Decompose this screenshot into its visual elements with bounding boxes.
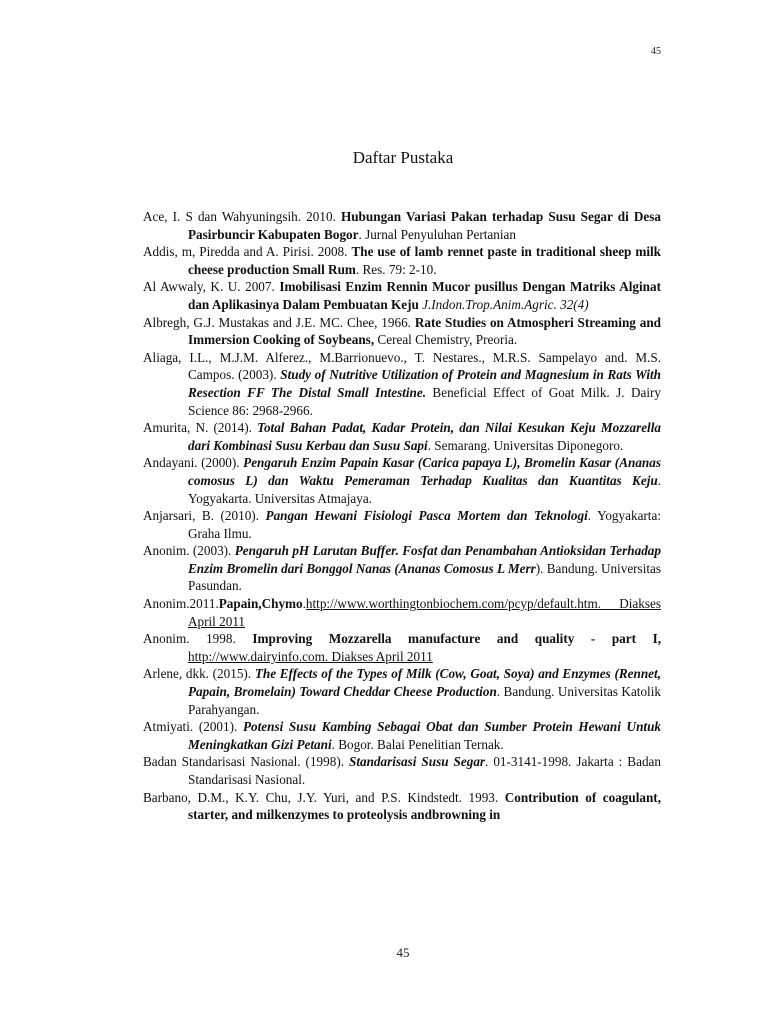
reference-item (143, 419, 661, 454)
reference-item (143, 349, 661, 419)
reference-source: . Jurnal Penyuluhan Pertanian (358, 226, 516, 242)
reference-source: . Res. 79: 2-10. (355, 261, 437, 277)
reference-title: Standarisasi Susu Segar (349, 754, 486, 770)
reference-list (143, 208, 661, 824)
reference-item (143, 789, 661, 824)
reference-authors: Barbano, D.M., K.Y. Chu, J.Y. Yuri, and P.S. Kindstedt. 1993. (143, 789, 505, 805)
reference-item (143, 665, 661, 718)
reference-title: Papain,Chymo (218, 596, 303, 612)
reference-authors: Badan Standarisasi Nasional. (1998). (143, 754, 349, 770)
reference-title: Study of Nutritive Utilization of Protein and Magnesium in Rats With Resection FF The Distal Small Intestine. (188, 367, 661, 400)
reference-title: Hubungan Variasi Pakan terhadap Susu Segar di Desa Pasirbuncir Kabupaten Bogor (188, 209, 661, 242)
reference-link[interactable]: http://www.worthingtonbiochem.com/pcyp/default.htm. Diakses April 2011 (188, 596, 661, 629)
reference-authors: Anonim. 1998. (143, 631, 253, 647)
reference-item (143, 243, 661, 278)
reference-source: . Yogyakarta: Graha Ilmu. (188, 508, 661, 541)
reference-title: The Effects of the Types of Milk (Cow, Goat, Soya) and Enzymes (Rennet, Papain, Bromelain) Toward Cheddar Cheese Production (188, 666, 661, 700)
reference-authors: Arlene, dkk. (2015). (143, 666, 255, 682)
reference-title: Imobilisasi Enzim Rennin Mucor pusillus Dengan Matriks Alginat dan Aplikasinya Dalam Pembuatan Keju (188, 279, 661, 312)
reference-source: . (302, 596, 306, 612)
reference-source: . Bogor. Balai Penelitian Ternak. (331, 736, 504, 752)
reference-title: Pangan Hewani Fisiologi Pasca Mortem dan Teknologi (265, 508, 588, 524)
reference-source: . 01-3141-1998. Jakarta : Badan Standarisasi Nasional. (188, 754, 661, 787)
reference-authors: Andayani. (2000). (143, 455, 244, 471)
reference-source: J.Indon.Trop.Anim.Agric. 32(4) (418, 296, 589, 312)
reference-title: Rate Studies on Atmospheri Streaming and Immersion Cooking of Soybeans, (188, 314, 662, 348)
page-title: Daftar Pustaka (352, 148, 454, 167)
reference-item (143, 314, 661, 349)
reference-authors: Al Awwaly, K. U. 2007. (143, 279, 280, 295)
reference-title: Contribution of coagulant, starter, and milkenzymes to proteolysis andbrowning in (188, 789, 661, 823)
reference-authors: Aliaga, I.L., M.J.M. Alferez., M.Barrionuevo., T. Nestares., M.R.S. Sampelayo and. M.S. Campos. (2003). (143, 349, 661, 383)
reference-item (143, 630, 661, 665)
reference-source: Beneficial Effect of Goat Milk. J. Dairy Science 86: 2968-2966. (188, 384, 661, 418)
reference-title: The use of lamb rennet paste in traditional sheep milk cheese production Small Rum (188, 244, 661, 277)
reference-title: Pengaruh pH Larutan Buffer. Fosfat dan Penambahan Antioksidan Terhadap Enzim Bromelin dari Bonggol Nanas (Ananas Comosus L Merr (188, 543, 661, 576)
reference-authors: Anonim.2011. (143, 596, 219, 612)
reference-authors: Anonim. (2003). (143, 543, 235, 559)
reference-item (143, 507, 661, 542)
reference-item (143, 595, 661, 630)
reference-item (143, 542, 661, 595)
reference-title: Total Bahan Padat, Kadar Protein, dan Nilai Kesukan Keju Mozzarella dari Kombinasi Susu Kerbau dan Susu Sapi (188, 420, 661, 453)
reference-authors: Addis, m, Piredda and A. Pirisi. 2008. (143, 244, 352, 260)
page-number-top: 45 (651, 46, 661, 57)
reference-title: Potensi Susu Kambing Sebagai Obat dan Sumber Protein Hewani Untuk Meningkatkan Gizi Petani (188, 719, 661, 752)
reference-authors: Amurita, N. (2014). (143, 420, 258, 436)
reference-item (143, 454, 661, 507)
reference-item (143, 718, 661, 753)
reference-title: Pengaruh Enzim Papain Kasar (Carica papaya L), Bromelin Kasar (Ananas comosus L) dan Waktu Pemeraman Terhadap Kualitas dan Kuantitas Keju (188, 455, 661, 488)
reference-authors: Ace, I. S dan Wahyuningsih. 2010. (143, 209, 341, 224)
reference-item (143, 208, 661, 243)
page-number-bottom: 45 (396, 945, 410, 960)
reference-source: . Semarang. Universitas Diponegoro. (427, 437, 624, 453)
reference-link[interactable]: http://www.dairyinfo.com. Diakses April 2011 (188, 648, 433, 664)
reference-source: . Bandung. Universitas Katolik Parahyangan. (188, 684, 661, 717)
reference-authors: Atmiyati. (2001). (143, 719, 243, 735)
reference-item (143, 753, 661, 788)
reference-authors: Anjarsari, B. (2010). (143, 508, 266, 524)
reference-item (143, 278, 661, 313)
reference-source: Cereal Chemistry, Preoria. (374, 332, 518, 348)
reference-source: . Yogyakarta. Universitas Atmajaya. (188, 472, 661, 506)
reference-title: Improving Mozzarella manufacture and quality - part I, (252, 631, 662, 647)
reference-source: ). Bandung. Universitas Pasundan. (188, 560, 662, 594)
reference-authors: Albregh, G.J. Mustakas and J.E. MC. Chee, 1966. (143, 314, 415, 330)
